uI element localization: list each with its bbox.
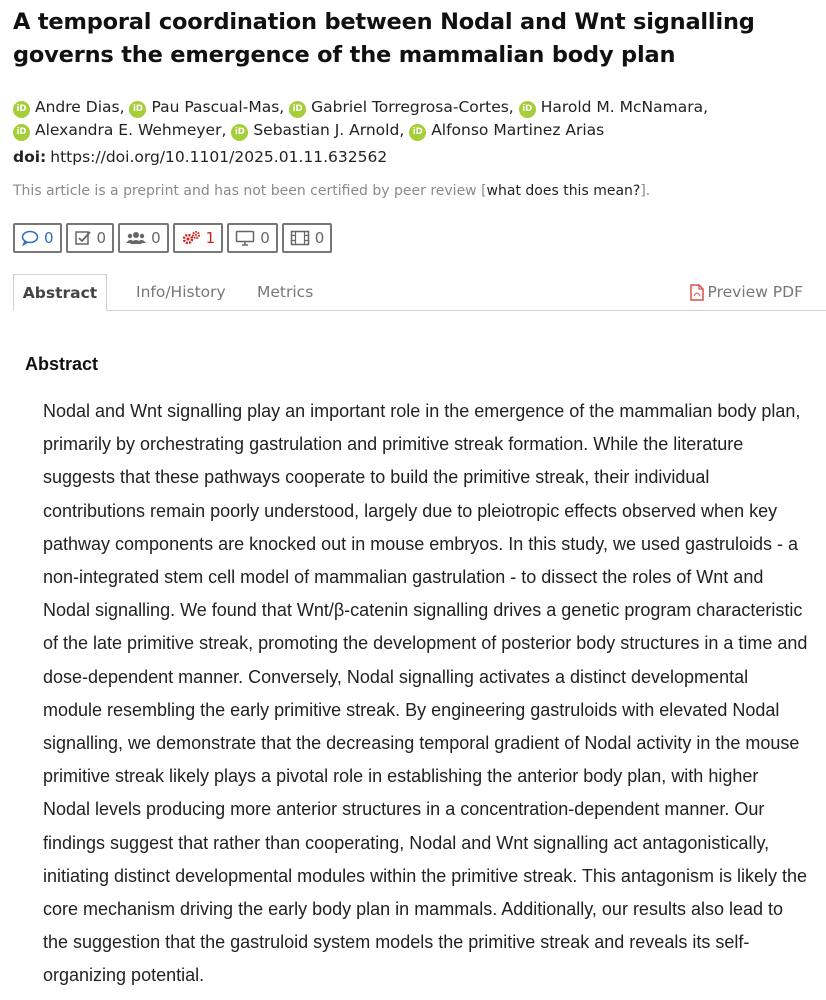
author-name[interactable]: Pau Pascual-Mas,	[151, 98, 285, 116]
reviews-counter-button[interactable]	[66, 223, 115, 253]
doi-label: doi:	[13, 148, 47, 166]
orcid-icon[interactable]: iD	[13, 101, 30, 118]
what-does-this-mean-link[interactable]: what does this mean?	[486, 183, 641, 199]
author-link[interactable]	[289, 98, 514, 116]
monitor-icon	[235, 230, 255, 246]
users-icon	[126, 230, 146, 246]
author-name[interactable]: Harold M. McNamara,	[540, 98, 709, 116]
author-link[interactable]	[13, 121, 226, 139]
author-link[interactable]	[519, 98, 708, 116]
tools-count: 1	[205, 229, 216, 247]
orcid-icon[interactable]: iD	[409, 124, 426, 141]
orcid-icon[interactable]: iD	[231, 124, 248, 141]
preprint-notice-prefix: This article is a preprint and has not been certified by peer review [	[13, 183, 487, 199]
orcid-icon[interactable]: iD	[519, 101, 536, 118]
author-list	[13, 96, 819, 142]
author-link[interactable]	[13, 98, 125, 116]
preview-pdf-link[interactable]	[690, 274, 803, 310]
pdf-file-icon	[690, 284, 704, 301]
metric-counters	[13, 223, 332, 253]
comments-counter-button[interactable]	[13, 223, 62, 253]
media-count: 0	[260, 229, 270, 247]
author-link[interactable]	[231, 121, 404, 139]
author-name[interactable]: Gabriel Torregrosa-Cortes,	[311, 98, 514, 116]
reviews-count: 0	[96, 229, 107, 247]
author-name[interactable]: Alfonso Martinez Arias	[431, 121, 605, 139]
doi-link[interactable]: https://doi.org/10.1101/2025.01.11.632562	[50, 148, 388, 166]
author-name[interactable]: Sebastian J. Arnold,	[253, 121, 405, 139]
article-title: A temporal coordination between Nodal and Wnt signalling governs the emergence of the mammalian body plan	[13, 9, 755, 68]
tab-abstract[interactable]: Abstract	[13, 274, 107, 311]
community-count: 0	[151, 229, 161, 247]
author-name[interactable]: Alexandra E. Wehmeyer,	[35, 121, 227, 139]
orcid-icon[interactable]: iD	[13, 124, 30, 141]
abstract-heading: Abstract	[25, 354, 99, 374]
film-icon	[290, 230, 310, 246]
tools-counter-button[interactable]	[173, 223, 224, 253]
video-count: 0	[314, 229, 325, 247]
preview-pdf-label[interactable]: Preview PDF	[707, 283, 803, 301]
gears-icon	[181, 230, 201, 246]
article-tabs	[13, 274, 826, 311]
preprint-notice-suffix: ].	[640, 183, 651, 199]
comments-count: 0	[44, 229, 54, 247]
tab-info-history[interactable]: Info/History	[136, 283, 226, 301]
community-counter-button[interactable]	[118, 223, 169, 253]
media-counter-button[interactable]	[227, 223, 278, 253]
doi-line	[13, 148, 387, 166]
abstract-text: Nodal and Wnt signalling play an important role in the emergence of the mammalian body plan, primarily by orchestrating gastrulation and primitive streak formation. While the literature suggests that these pathways cooperate to build the primitive streak, their individual contributions remain poorly understood, largely due to pleiotropic effects observed when key pathway components are knocked out in mouse embryos. In this study, we used gastruloids - a non-integrated stem cell model of mammalian gastrulation - to dissect the roles of Wnt and Nodal signalling. We found that Wnt/β-catenin signalling drives a genetic program characteristic of the late primitive streak, promoting the development of posterior body structures in a time and dose-dependent manner. Conversely, Nodal signalling activates a distinct developmental module resembling the early primitive streak. By engineering gastruloids with elevated Nodal signalling, we demonstrate that the decreasing temporal gradient of Nodal activity in the mouse primitive streak likely plays a pivotal role in establishing the anterior body plan, with higher Nodal levels producing more anterior structures in a concentration-dependent manner. Our findings suggest that rather than cooperating, Nodal and Wnt signalling act antagonistically, initiating distinct developmental modules within the primitive streak. This antagonism is likely the core mechanism driving the early body plan in mammals. Additionally, our results also lead to the suggestion that the gastruloid system models the primitive streak and reveals its self-organizing potential.	[43, 401, 808, 986]
tab-metrics[interactable]: Metrics	[257, 283, 314, 301]
orcid-icon[interactable]: iD	[289, 101, 306, 118]
author-link[interactable]	[129, 98, 284, 116]
video-counter-button[interactable]	[282, 223, 333, 253]
author-link[interactable]	[409, 121, 604, 139]
author-name[interactable]: Andre Dias,	[35, 98, 125, 116]
comment-icon	[21, 230, 39, 246]
orcid-icon[interactable]: iD	[129, 101, 146, 118]
checkbox-icon	[74, 230, 92, 246]
preprint-notice	[13, 183, 650, 199]
